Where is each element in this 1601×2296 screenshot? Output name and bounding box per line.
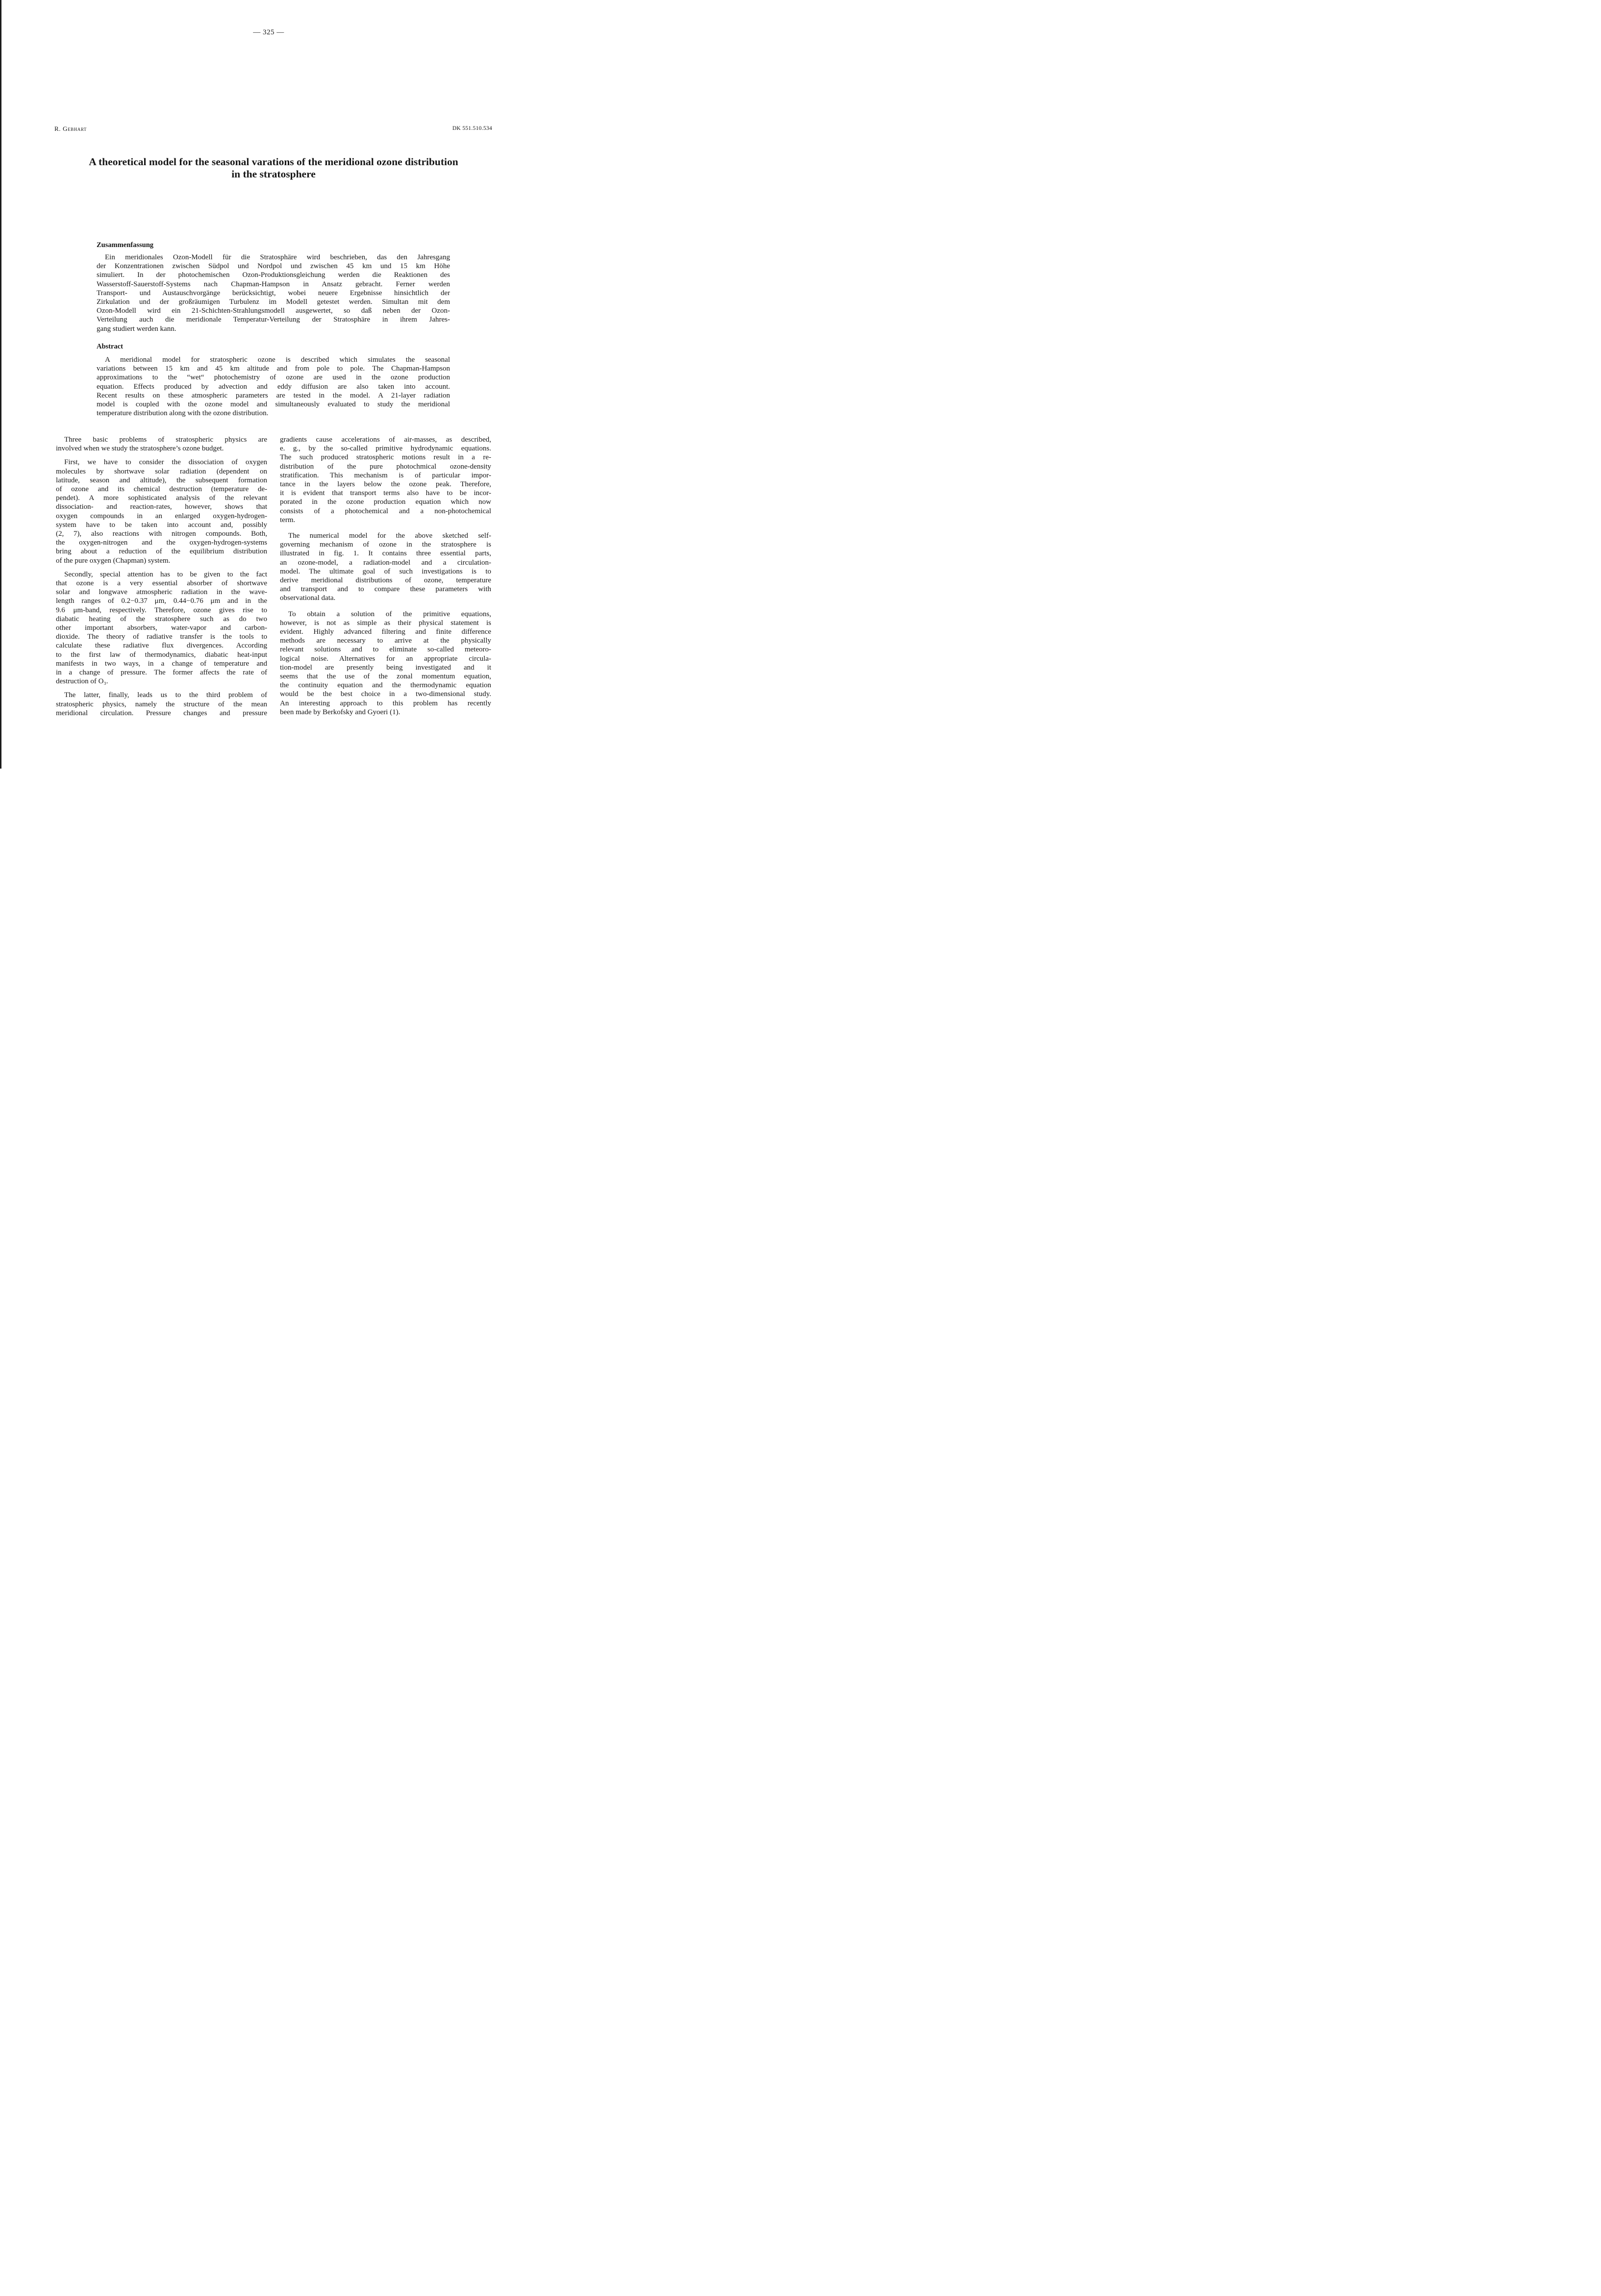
- text-line: Ozon-Modell wird ein 21-Schichten-Strahlungsmodell ausgewertet, so daß neben der Ozon-: [97, 307, 450, 315]
- text-line: derive meridional distributions of ozone, temperature: [280, 576, 491, 585]
- text-line: simuliert. In der photochemischen Ozon-Produktionsgleichung werden die Reaktionen des: [97, 271, 450, 279]
- text-line: (2, 7), also reactions with nitrogen compounds. Both,: [56, 530, 267, 538]
- text-line: dissociation- and reaction-rates, however, shows that: [56, 503, 267, 511]
- text-line: system have to be taken into account and, possibly: [56, 521, 267, 529]
- text-line: distribution of the pure photochmical ozone-density: [280, 462, 491, 471]
- text-line: equation. Effects produced by advection and eddy diffusion are also taken into account.: [97, 382, 450, 391]
- text-line: bring about a reduction of the equilibrium distribution: [56, 548, 267, 556]
- text-line: model is coupled with the ozone model and simultaneously evaluated to study the meridional: [97, 400, 450, 409]
- text-line: oxygen compounds in an enlarged oxygen-hydrogen-: [56, 512, 267, 520]
- zusammenfassung-body: [97, 253, 450, 333]
- text-line: variations between 15 km and 45 km altitude and from pole to pole. The Chapman-Hampson: [97, 365, 450, 373]
- text-line: First, we have to consider the dissociation of oxygen: [64, 458, 267, 467]
- paragraph: [280, 531, 491, 603]
- text-line: involved when we study the stratosphere’s ozone budget.: [56, 445, 224, 453]
- text-line: e. g., by the so-called primitive hydrodynamic equations.: [280, 445, 491, 453]
- text-line: observational data.: [280, 594, 336, 602]
- text-line: pendet). A more sophisticated analysis of the relevant: [56, 494, 267, 502]
- paragraph: [280, 435, 491, 524]
- text-line: tance in the layers below the ozone peak. Therefore,: [280, 480, 491, 489]
- text-line: dioxide. The theory of radiative transfer is the tools to: [56, 633, 267, 641]
- text-line: the oxygen-nitrogen and the oxygen-hydrogen-systems: [56, 539, 267, 547]
- text-line: gang studiert werden kann.: [97, 324, 176, 333]
- dk-classification: DK 551.510.534: [452, 125, 492, 131]
- text-line: relevant solutions and to eliminate so-called meteoro-: [280, 646, 491, 654]
- title-line: A theoretical model for the seasonal varations of the meridional ozone distribution: [89, 156, 458, 168]
- text-line: 9.6 μm-band, respectively. Therefore, ozone gives rise to: [56, 606, 267, 614]
- paragraph: [56, 435, 267, 453]
- text-line: temperature distribution along with the ozone distribution.: [97, 409, 269, 418]
- text-line: model. The ultimate goal of such investigations is to: [280, 567, 491, 575]
- text-line: governing mechanism of ozone in the stratosphere is: [280, 541, 491, 549]
- text-line: molecules by shortwave solar radiation (dependent on: [56, 467, 267, 475]
- text-line: solar and longwave atmospheric radiation in the wave-: [56, 588, 267, 597]
- text-line: it is evident that transport terms also have to be incor-: [280, 489, 491, 498]
- text-line: meridional circulation. Pressure changes and pressure: [56, 709, 267, 717]
- text-line: other important absorbers, water-vapor and carbon-: [56, 624, 267, 632]
- text-line: Three basic problems of stratospheric physics are: [64, 436, 267, 444]
- text-line: consists of a photochemical and a non-photochemical: [280, 507, 491, 515]
- text-line: evident. Highly advanced filtering and finite difference: [280, 628, 491, 636]
- title-line: in the stratosphere: [231, 168, 316, 180]
- text-line: Ein meridionales Ozon-Modell für die Stratosphäre wird beschrieben, das den Jahresgang: [105, 253, 450, 261]
- text-line: and transport and to compare these parameters with: [280, 585, 491, 594]
- text-line: latitude, season and altitude), the subsequent formation: [56, 476, 267, 484]
- text-line: Verteilung auch die meridionale Temperatur-Verteilung der Stratosphäre in ihrem Jahres-: [97, 316, 450, 324]
- body-column-left: [56, 435, 267, 718]
- text-line: to the first law of thermodynamics, diabatic heat-input: [56, 650, 267, 659]
- text-line: logical noise. Alternatives for an appropriate circula-: [280, 654, 491, 663]
- text-line: approximations to the “wet“ photochemistry of ozone are used in the ozone production: [97, 374, 450, 382]
- page-number: — 325 —: [253, 28, 284, 36]
- text-line: gradients cause accelerations of air-masses, as described,: [280, 436, 491, 444]
- text-line: calculate these radiative flux divergences. According: [56, 642, 267, 650]
- text-line: destruction of O₃.: [56, 677, 108, 686]
- text-line: methods are necessary to arrive at the physically: [280, 637, 491, 645]
- paragraph: [56, 458, 267, 565]
- text-line: however, is not as simple as their physical statement is: [280, 619, 491, 627]
- text-line: seems that the use of the zonal momentum equation,: [280, 673, 491, 681]
- abstract-heading: Abstract: [97, 343, 123, 350]
- text-line: in a change of pressure. The former affects the rate of: [56, 669, 267, 677]
- abstract-body: [97, 355, 450, 418]
- text-line: tion-model are presently being investigated and it: [280, 663, 491, 672]
- text-line: To obtain a solution of the primitive equations,: [288, 610, 491, 618]
- text-line: an ozone-model, a radiation-model and a circulation-: [280, 558, 491, 567]
- paragraph: [280, 610, 491, 717]
- text-line: porated in the ozone production equation which now: [280, 498, 491, 506]
- paragraph: [56, 691, 267, 718]
- text-line: of the pure oxygen (Chapman) system.: [56, 556, 171, 565]
- text-line: diabatic heating of the stratosphere such as do two: [56, 615, 267, 623]
- text-line: length ranges of 0.2−0.37 μm, 0.44−0.76 μm and in the: [56, 597, 267, 605]
- text-line: der Konzentrationen zwischen Südpol und Nordpol und zwischen 45 km und 15 km Höhe: [97, 262, 450, 271]
- text-line: The latter, finally, leads us to the third problem of: [64, 691, 267, 699]
- paper-title: [29, 156, 518, 180]
- text-line: illustrated in fig. 1. It contains three essential parts,: [280, 549, 491, 558]
- text-line: Wasserstoff-Sauerstoff-Systems nach Chapman-Hampson in Ansatz gebracht. Ferner werden: [97, 280, 450, 288]
- text-line: An interesting approach to this problem has recently: [280, 699, 491, 707]
- text-line: Recent results on these atmospheric parameters are tested in the model. A 21-layer radiation: [97, 391, 450, 399]
- body-column-right: [280, 435, 491, 717]
- text-line: been made by Berkofsky and Gyoeri (1).: [280, 708, 400, 716]
- text-line: stratification. This mechanism is of particular impor-: [280, 471, 491, 479]
- text-line: of ozone and its chemical destruction (temperature de-: [56, 485, 267, 494]
- text-line: stratospheric physics, namely the structure of the mean: [56, 700, 267, 708]
- zusammenfassung-heading: Zusammenfassung: [97, 241, 154, 249]
- text-line: would be the best choice in a two-dimensional study.: [280, 690, 491, 699]
- text-line: Secondly, special attention has to be given to the fact: [64, 570, 267, 578]
- paragraph: [56, 570, 267, 686]
- text-line: The such produced stratospheric motions result in a re-: [280, 453, 491, 462]
- text-line: that ozone is a very essential absorber of shortwave: [56, 579, 267, 588]
- text-line: The numerical model for the above sketched self-: [288, 532, 491, 540]
- scan-edge: [0, 0, 1, 769]
- text-line: A meridional model for stratospheric ozone is described which simulates the seasonal: [105, 356, 450, 364]
- text-line: the continuity equation and the thermodynamic equation: [280, 681, 491, 690]
- text-line: term.: [280, 516, 296, 524]
- text-line: Zirkulation und der großräumigen Turbulenz im Modell getestet werden. Simultan mit dem: [97, 298, 450, 306]
- text-line: Transport- und Austauschvorgänge berücksichtigt, wobei neuere Ergebnisse hinsichtlich der: [97, 289, 450, 297]
- author-name: R. Gebhart: [54, 125, 87, 132]
- text-line: manifests in two ways, in a change of temperature and: [56, 659, 267, 668]
